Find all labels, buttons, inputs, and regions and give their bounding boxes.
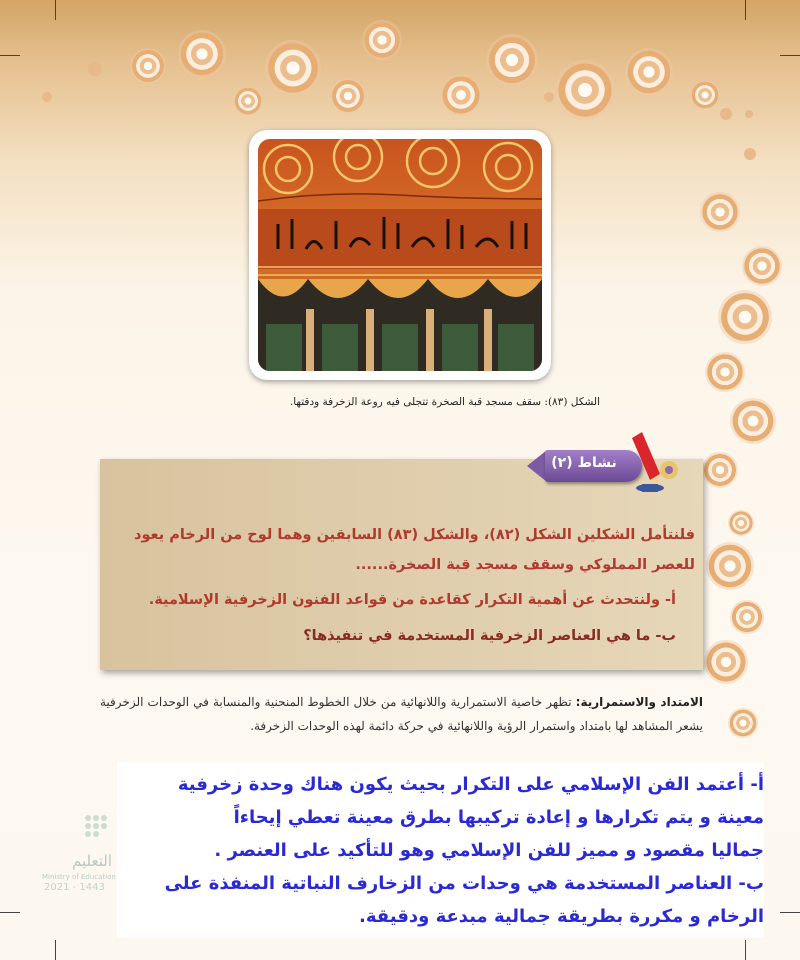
crop-mark — [745, 0, 746, 20]
activity-item-a: أ- ولنتحدث عن أهمية التكرار كقاعدة من قواعد الفنون الزخرفية الإسلامية. — [148, 592, 676, 608]
decorative-flower-icon — [625, 48, 673, 96]
decorative-flower-icon — [730, 398, 776, 444]
decorative-dot — [720, 108, 732, 120]
body-paragraph — [100, 690, 703, 738]
decorative-flower-icon — [178, 30, 226, 78]
ministry-watermark: التعليم — [72, 852, 112, 870]
decorative-flower-icon — [130, 48, 166, 84]
decorative-flower-icon — [718, 290, 772, 344]
decorative-flower-icon — [486, 34, 538, 86]
decorative-flower-icon — [440, 74, 482, 116]
decorative-dot — [88, 62, 102, 76]
crop-mark — [55, 0, 56, 20]
crop-mark — [55, 940, 56, 960]
answer-line-3: جماليا مقصود و مميز للفن الإسلامي وهو للتأكيد على العنصر . — [214, 840, 764, 861]
answer-line-4: ب- العناصر المستخدمة هي وحدات من الزخارف النباتية المنفذة على — [164, 873, 764, 894]
decorative-flower-icon — [555, 60, 615, 120]
decorative-flower-icon — [730, 600, 764, 634]
decorative-flower-icon — [700, 192, 740, 232]
crop-mark — [780, 912, 800, 913]
decorative-flower-icon — [702, 452, 738, 488]
crop-mark — [0, 912, 20, 913]
activity-item-b: ب- ما هي العناصر الزخرفية المستخدمة في تنفيذها؟ — [303, 628, 676, 644]
activity-intro-line-2: للعصر المملوكي وسقف مسجد قبة الصخرة...... — [355, 557, 695, 573]
answer-box — [117, 762, 764, 938]
crop-mark — [745, 940, 746, 960]
decorative-flower-icon — [728, 708, 758, 738]
decorative-flower-icon — [706, 542, 754, 590]
activity-intro-line-1: فلنتأمل الشكلين الشكل (٨٢)، والشكل (٨٣) السابقين وهما لوح من الرخام يعود — [134, 527, 695, 543]
ministry-watermark-year: 2021 - 1443 — [44, 882, 105, 893]
decorative-flower-icon — [690, 80, 720, 110]
activity-badge-label: نشاط (٢) — [551, 455, 617, 471]
crop-mark — [0, 55, 20, 56]
ministry-watermark-sub: Ministry of Education — [42, 873, 116, 881]
decorative-dot — [544, 92, 554, 102]
decorative-flower-icon — [265, 40, 321, 96]
answer-line-1: أ- أعتمد الفن الإسلامي على التكرار بحيث يكون هناك وحدة زخرفية — [177, 774, 764, 795]
figure-caption: الشكل (٨٣): سقف مسجد قبة الصخرة تتجلى فيه روعة الزخرفة ودقتها. — [289, 396, 600, 408]
answer-line-5: الرخام و مكررة بطريقة جمالية مبدعة ودقيقة. — [359, 906, 764, 927]
decorative-dot — [745, 110, 753, 118]
decorative-dot — [42, 92, 52, 102]
figure-photo-frame — [249, 130, 551, 380]
decorative-flower-icon — [728, 510, 754, 536]
crop-mark — [780, 55, 800, 56]
body-heading: الامتداد والاستمرارية: — [575, 695, 703, 709]
dome-of-the-rock-ceiling-photo — [258, 139, 542, 371]
decorative-flower-icon — [330, 78, 366, 114]
badge-arrow — [527, 450, 547, 482]
decorative-flower-icon — [233, 86, 263, 116]
decorative-flower-icon — [705, 352, 745, 392]
decorative-dot — [744, 148, 756, 160]
body-text: تظهر خاصية الاستمرارية واللانهائية من خلال الخطوط المنحنية والمنسابة في الوحدات الزخرفية يشعر المشاهد لها بامتداد واستمرار الرؤية واللانهائية في حركة دائمة لهذه الوحدات الزخرفة. — [100, 695, 703, 733]
decorative-flower-icon — [704, 640, 748, 684]
decorative-flower-icon — [742, 246, 782, 286]
pencil-icon — [620, 430, 680, 500]
answer-line-2: معينة و يتم تكرارها و إعادة تركيبها بطرق معينة تعطي إيحاءاً — [233, 807, 764, 828]
decorative-flower-icon — [362, 20, 402, 60]
